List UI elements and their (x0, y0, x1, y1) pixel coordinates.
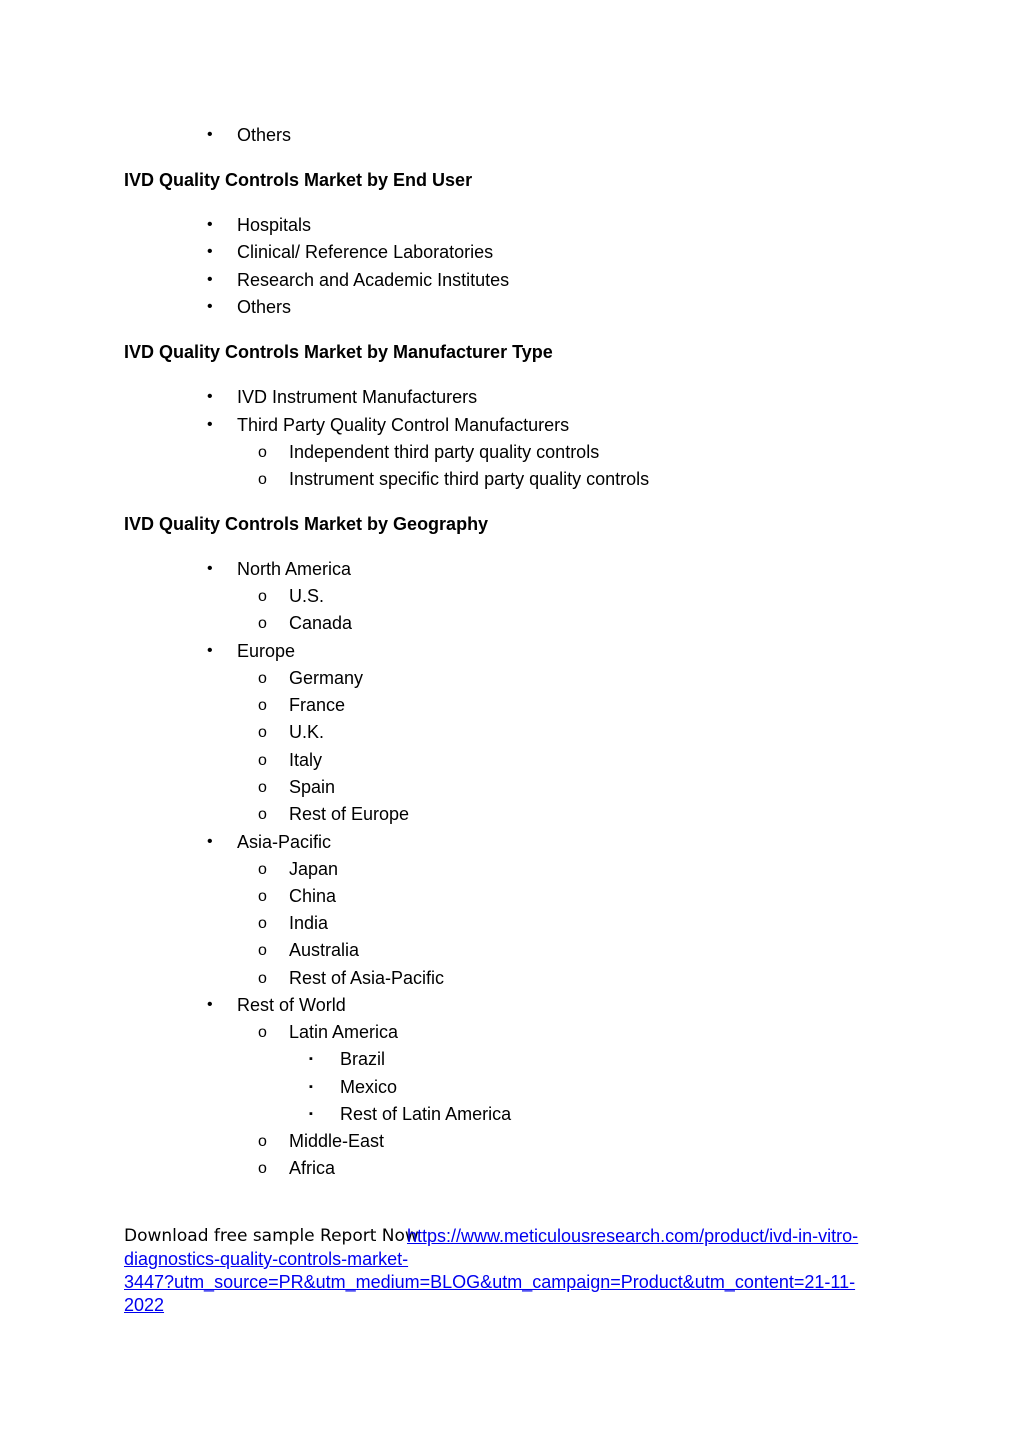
sub-list-item (258, 967, 445, 989)
circle-bullet-icon: o (258, 615, 267, 632)
list-item-label: Middle-East (289, 1131, 385, 1151)
sub-list-item (258, 441, 600, 463)
list-item-label: Clinical/ Reference Laboratories (237, 242, 494, 262)
circle-bullet-icon: o (258, 915, 267, 932)
list-item-label: U.K. (289, 722, 325, 742)
circle-bullet-icon: o (258, 970, 267, 987)
list-item-label: Independent third party quality controls (289, 442, 600, 462)
list-item (207, 296, 292, 318)
circle-bullet-icon: o (258, 861, 267, 878)
list-item-label: Spain (289, 777, 336, 797)
square-bullet-icon: ▪ (309, 1081, 313, 1093)
sub-list-item (258, 885, 337, 907)
circle-bullet-icon: o (258, 670, 267, 687)
bullet-icon: • (207, 416, 213, 433)
list-item-label: Germany (289, 668, 364, 688)
circle-bullet-icon: o (258, 942, 267, 959)
list-item (207, 558, 352, 580)
circle-bullet-icon: o (258, 1024, 267, 1041)
list-item-label: Rest of Asia-Pacific (289, 968, 445, 988)
sub-list-item (258, 468, 650, 490)
list-item-label: Hospitals (237, 215, 312, 235)
sub-list-item (258, 585, 325, 607)
sub-list-item (258, 694, 346, 716)
list-item (207, 640, 296, 662)
circle-bullet-icon: o (258, 1133, 267, 1150)
report-link[interactable]: 3447?utm_source=PR&utm_medium=BLOG&utm_campaign=Product&utm_content=21-11- (124, 1272, 856, 1292)
circle-bullet-icon: o (258, 779, 267, 796)
circle-bullet-icon: o (258, 752, 267, 769)
bullet-icon: • (207, 388, 213, 405)
sub-list-item (258, 803, 410, 825)
list-item (207, 124, 292, 146)
list-item-label: China (289, 886, 337, 906)
list-item-label: Instrument specific third party quality controls (289, 469, 650, 489)
list-item-label: Europe (237, 641, 296, 661)
list-item-label: Latin America (289, 1022, 399, 1042)
list-item-label: Italy (289, 750, 323, 770)
list-item-label: India (289, 913, 329, 933)
list-item-label: Africa (289, 1158, 336, 1178)
bullet-icon: • (207, 996, 213, 1013)
section-heading-geography: IVD Quality Controls Market by Geography (124, 514, 489, 534)
list-item (207, 269, 510, 291)
list-item (207, 414, 570, 436)
sub-list-item (258, 858, 339, 880)
sub-list-item (258, 1157, 336, 1179)
sub-list-item (258, 1021, 399, 1043)
list-item-label: Rest of Latin America (340, 1104, 512, 1124)
bullet-icon: • (207, 126, 213, 143)
report-link[interactable]: 2022 (124, 1295, 165, 1315)
sub-sub-list-item (309, 1048, 386, 1070)
list-item (207, 994, 346, 1016)
list-item-label: Mexico (340, 1077, 398, 1097)
report-link[interactable]: diagnostics-quality-controls-market- (124, 1249, 409, 1269)
bullet-icon: • (207, 243, 213, 260)
circle-bullet-icon: o (258, 724, 267, 741)
list-item (207, 241, 494, 263)
list-item-label: France (289, 695, 346, 715)
sub-list-item (258, 612, 353, 634)
list-item-label: Rest of Europe (289, 804, 410, 824)
download-sample-label: Download free sample Report Now (124, 1226, 419, 1246)
circle-bullet-icon: o (258, 888, 267, 905)
list-item-label: IVD Instrument Manufacturers (237, 387, 478, 407)
circle-bullet-icon: o (258, 588, 267, 605)
circle-bullet-icon: o (258, 1160, 267, 1177)
list-item-label: Research and Academic Institutes (237, 270, 510, 290)
list-item-label: Japan (289, 859, 339, 879)
sub-list-item (258, 912, 329, 934)
list-item-label: Third Party Quality Control Manufacturers (237, 415, 570, 435)
list-item-label: Rest of World (237, 995, 346, 1015)
report-link[interactable]: https://www.meticulousresearch.com/product/ivd-in-vitro- (407, 1226, 859, 1246)
sub-sub-list-item (309, 1103, 512, 1125)
list-item-label: Brazil (340, 1049, 386, 1069)
list-item-label: U.S. (289, 586, 325, 606)
list-item-label: Asia-Pacific (237, 832, 332, 852)
bullet-icon: • (207, 560, 213, 577)
sub-list-item (258, 667, 364, 689)
sub-list-item (258, 1130, 385, 1152)
sub-list-item (258, 776, 336, 798)
square-bullet-icon: ▪ (309, 1053, 313, 1065)
list-item-label: Australia (289, 940, 360, 960)
bullet-icon: • (207, 216, 213, 233)
sub-list-item (258, 939, 360, 961)
list-item-label: Others (237, 297, 292, 317)
bullet-icon: • (207, 833, 213, 850)
bullet-icon: • (207, 298, 213, 315)
list-item-label: Others (237, 125, 292, 145)
circle-bullet-icon: o (258, 697, 267, 714)
list-item (207, 831, 332, 853)
list-item-label: North America (237, 559, 352, 579)
bullet-icon: • (207, 271, 213, 288)
bullet-icon: • (207, 642, 213, 659)
circle-bullet-icon: o (258, 444, 267, 461)
circle-bullet-icon: o (258, 806, 267, 823)
list-item-label: Canada (289, 613, 353, 633)
section-heading-end-user: IVD Quality Controls Market by End User (124, 170, 473, 190)
section-heading-manufacturer-type: IVD Quality Controls Market by Manufacturer Type (124, 342, 553, 362)
list-item (207, 214, 312, 236)
sub-list-item (258, 721, 325, 743)
square-bullet-icon: ▪ (309, 1108, 313, 1120)
sub-sub-list-item (309, 1076, 398, 1098)
circle-bullet-icon: o (258, 471, 267, 488)
list-item (207, 386, 478, 408)
sub-list-item (258, 749, 323, 771)
